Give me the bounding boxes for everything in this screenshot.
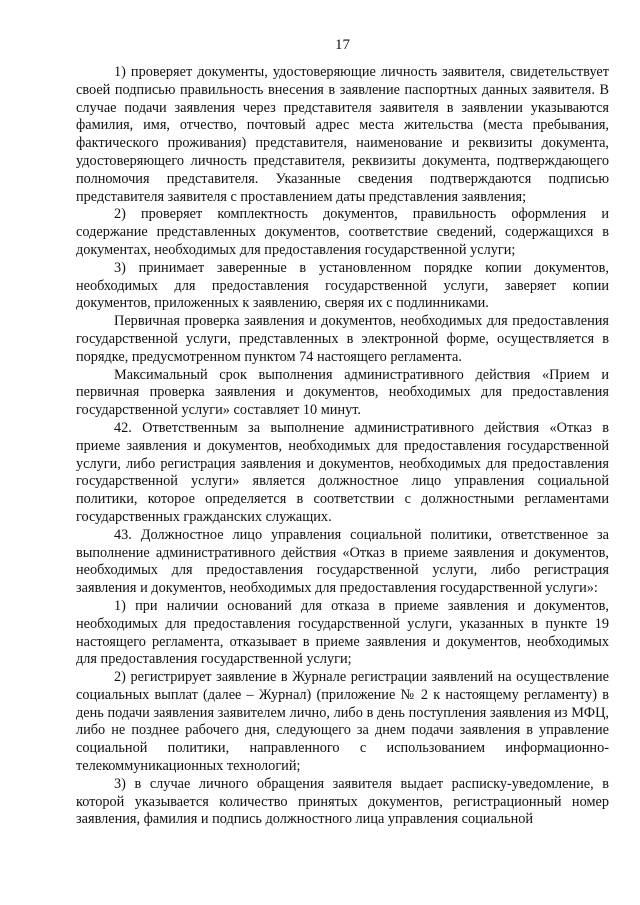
paragraph-7: 43. Должностное лицо управления социальной политики, ответственное за выполнение административного действия «Отказ в приеме заявления и документов, необходимых для предоставления государственной услуги, либо регистрация заявления и документов, необходимых для предоставления государственной услуги»: — [76, 526, 609, 597]
paragraph-3: 3) принимает заверенные в установленном порядке копии документов, необходимых для предоставления государственной услуги, заверяет копии документов, приложенных к заявлению, сверяя их с подлинниками. — [76, 259, 609, 312]
page-number: 17 — [335, 37, 350, 53]
paragraph-2: 2) проверяет комплектность документов, правильность оформления и содержание представленных документов, соответствие сведений, содержащихся в документах, необходимых для предоставления государственной услуги; — [76, 206, 609, 258]
paragraph-4: Первичная проверка заявления и документов, необходимых для предоставления государственной услуги, представленных в электронной форме, осуществляется в порядке, предусмотренном пунктом 74 настоящего регламента. — [76, 313, 609, 365]
paragraph-6: 42. Ответственным за выполнение административного действия «Отказ в приеме заявления и документов, необходимых для предоставления государственной услуги, либо регистрация заявления и документов, необходимых для предоставления государственной услуги» является должностное лицо управления социальной политики, которое определяется в соответствии с должностными регламентами государственных гражданских служащих. — [76, 419, 609, 525]
paragraph-5: Максимальный срок выполнения административного действия «Прием и первичная проверка заявления и документов, необходимых для предоставления государственной услуги» составляет 10 минут. — [76, 366, 609, 419]
paragraph-8: 1) при наличии оснований для отказа в приеме заявления и документов, необходимых для предоставления государственной услуги, указанных в пункте 19 настоящего регламента, отказывает в приеме заявления и документов, необходимых для предоставления государственной услуги; — [76, 597, 609, 668]
paragraph-10: 3) в случае личного обращения заявителя выдает расписку-уведомление, в которой указывается количество принятых документов, регистрационный номер заявления, фамилия и подпись должностного лица управления социальной — [76, 775, 609, 828]
document-page — [76, 36, 609, 829]
paragraph-1: 1) проверяет документы, удостоверяющие личность заявителя, свидетельствует своей подписью правильность внесения в заявление паспортных данных заявителя. В случае подачи заявления через представителя заявителя в заявлении указываются фамилия, имя, отчество, почтовый адрес места жительства (места пребывания, фактического проживания) представителя, наименование и реквизиты документа, удостоверяющего личность представителя, реквизиты документа, подтверждающего полномочия представителя. Указанные сведения подтверждаются подписью представителя заявителя с проставлением даты представления заявления; — [76, 64, 609, 205]
paragraph-9: 2) регистрирует заявление в Журнале регистрации заявлений на осуществление социальных выплат (далее – Журнал) (приложение № 2 к настоящему регламенту) в день подачи заявления заявителем лично, либо в день поступления заявления из МФЦ, либо не позднее рабочего дня, следующего за днем подачи заявления в управление социальной политики, направленного с использованием информационно-телекоммуникационных технологий; — [76, 669, 609, 775]
